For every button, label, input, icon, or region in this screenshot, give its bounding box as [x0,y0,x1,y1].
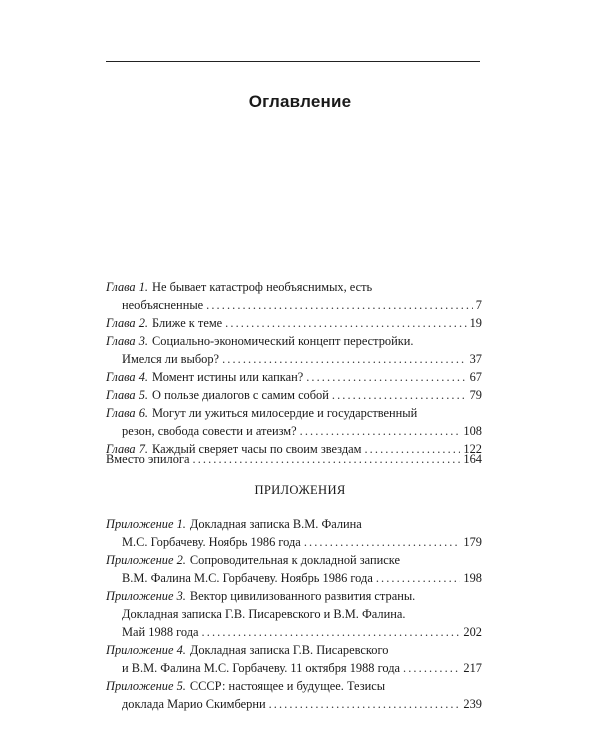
page-title: Оглавление [248,92,352,111]
entry-title-line: М.С. Горбачеву. Ноябрь 1986 года [122,535,301,549]
page-number: 164 [463,452,482,466]
page-number: 79 [469,388,482,402]
epilogue-entry[interactable] [106,450,482,468]
appendix-entry[interactable] [106,641,482,677]
page-number: 239 [463,697,482,711]
entry-title-line: О пользе диалогов с самим собой [152,388,329,402]
dot-leader [300,422,461,440]
entry-title-line: В.М. Фалина М.С. Горбачеву. Ноябрь 1986 года [122,571,373,585]
chapter-entry[interactable] [106,386,482,404]
entry-title-line: Вектор цивилизованного развития страны. [189,589,416,603]
page-number: 108 [463,424,482,438]
page-number: 179 [463,535,482,549]
entry-title-line: Докладная записка Г.В. Писаревского [189,643,389,657]
entry-title-line: резон, свобода совести и атеизм? [122,424,297,438]
entry-title-line: Могут ли ужиться милосердие и государственный [152,406,418,420]
page-number: 19 [469,316,482,330]
entry-title-line: и В.М. Фалина М.С. Горбачеву. 11 октября 1988 года [122,661,401,675]
entry-title-line: доклада Марио Скимберни [122,697,266,711]
page-number: 217 [463,661,482,675]
dot-leader [304,533,461,551]
entry-title-line: Не бывает катастроф необъяснимых, есть [152,280,373,294]
entry-title-line: Имелся ли выбор? [122,352,220,366]
entry-prefix: Приложение 1. [106,517,186,531]
entry-title-line: Май 1988 года [122,625,199,639]
entry-prefix: Приложение 5. [106,679,186,693]
page-number: 7 [475,298,482,312]
dot-leader [193,450,461,468]
entry-title-line: Сопроводительная к докладной записке [189,553,400,567]
page-number: 67 [469,370,482,384]
dot-leader [306,368,466,386]
dot-leader [403,659,460,677]
dot-leader [206,296,473,314]
top-rule [106,61,480,62]
page-number: 202 [463,625,482,639]
entry-prefix: Глава 4. [106,370,149,384]
appendix-entry[interactable] [106,587,482,641]
entry-prefix: Глава 6. [106,406,149,420]
entry-title-line: Докладная записка Г.В. Писаревского и В.М. Фалина. [122,607,406,621]
entry-title-line: Ближе к теме [152,316,223,330]
epilogue-title: Вместо эпилога [106,452,190,466]
dot-leader [376,569,461,587]
appendix-entry[interactable] [106,677,482,713]
chapter-entry[interactable] [106,368,482,386]
appendix-list [106,515,482,713]
chapter-entry[interactable] [106,404,482,440]
chapter-entry[interactable] [106,332,482,368]
appendices-heading: ПРИЛОЖЕНИЯ [254,483,346,497]
page-number: 122 [463,442,482,456]
entry-title-line: Момент истины или капкан? [152,370,304,384]
entry-prefix: Приложение 2. [106,553,186,567]
entry-title-line: Социально-экономический концепт перестройки. [152,334,414,348]
dot-leader [222,350,467,368]
dot-leader [269,695,461,713]
entry-prefix: Глава 1. [106,280,149,294]
appendix-entry[interactable] [106,515,482,551]
page-number: 37 [469,352,482,366]
entry-prefix: Глава 5. [106,388,149,402]
entry-title-line: необъясненные [122,298,204,312]
entry-prefix: Глава 7. [106,442,149,456]
entry-prefix: Глава 2. [106,316,149,330]
appendix-entry[interactable] [106,551,482,587]
chapter-list [106,278,482,458]
entry-title-line: Докладная записка В.М. Фалина [189,517,362,531]
chapter-entry[interactable] [106,314,482,332]
entry-title-line: СССР: настоящее и будущее. Тезисы [189,679,386,693]
dot-leader [225,314,466,332]
entry-prefix: Приложение 3. [106,589,186,603]
entry-title-line: Каждый сверяет часы по своим звездам [152,442,362,456]
chapter-entry[interactable] [106,278,482,314]
entry-prefix: Глава 3. [106,334,149,348]
page-number: 198 [463,571,482,585]
dot-leader [202,623,461,641]
entry-prefix: Приложение 4. [106,643,186,657]
dot-leader [332,386,467,404]
